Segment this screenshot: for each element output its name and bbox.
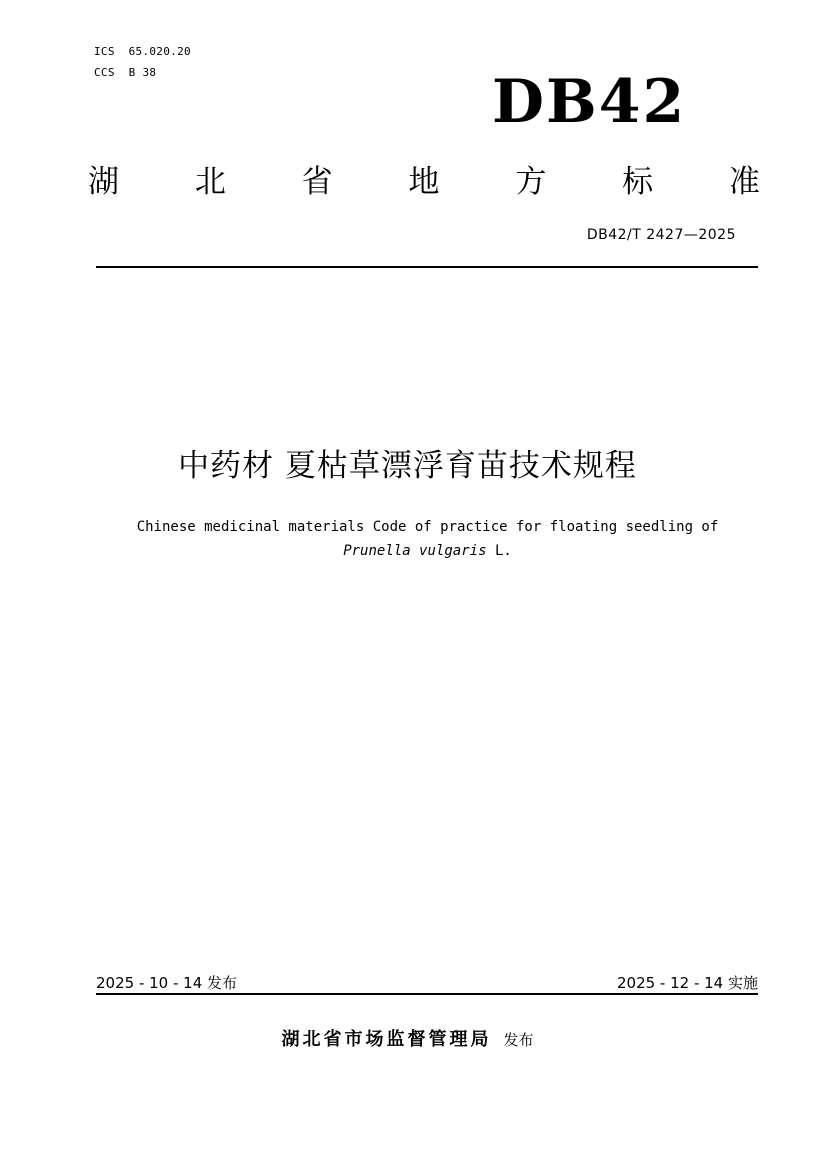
- species-authority: L.: [494, 543, 512, 559]
- standard-type-char: 准: [728, 163, 760, 200]
- species-name: Prunella vulgaris: [343, 543, 487, 559]
- standard-type-char: 方: [515, 163, 547, 200]
- title-english: [60, 515, 795, 563]
- standard-type-char: 地: [408, 163, 440, 200]
- title-chinese: 中药材 夏枯草漂浮育苗技术规程: [178, 448, 637, 484]
- implementation-date: 2025 - 12 - 14 实施: [616, 974, 758, 992]
- publisher-action: 发布: [503, 1031, 534, 1049]
- classification-codes: [94, 41, 191, 83]
- issue-date: 2025 - 10 - 14 发布: [96, 974, 238, 992]
- title-english-line2: [60, 539, 795, 563]
- ics-code: ICS 65.020.20: [94, 45, 191, 58]
- standard-type-char: 北: [194, 163, 226, 200]
- publisher-organization: 湖北省市场监督管理局: [281, 1029, 492, 1050]
- standard-type-char: 标: [622, 163, 654, 200]
- standard-logo: DB42: [492, 67, 687, 137]
- standard-type: [88, 156, 760, 200]
- header-divider: [96, 266, 758, 268]
- standard-number: DB42/T 2427—2025: [586, 227, 736, 243]
- title-english-line1: Chinese medicinal materials Code of practice for floating seedling of: [136, 519, 719, 535]
- ccs-code: CCS B 38: [94, 66, 157, 79]
- publisher: [0, 1026, 815, 1054]
- standard-type-char: 湖: [88, 163, 119, 200]
- footer-divider: [96, 993, 758, 995]
- standard-type-char: 省: [301, 163, 333, 200]
